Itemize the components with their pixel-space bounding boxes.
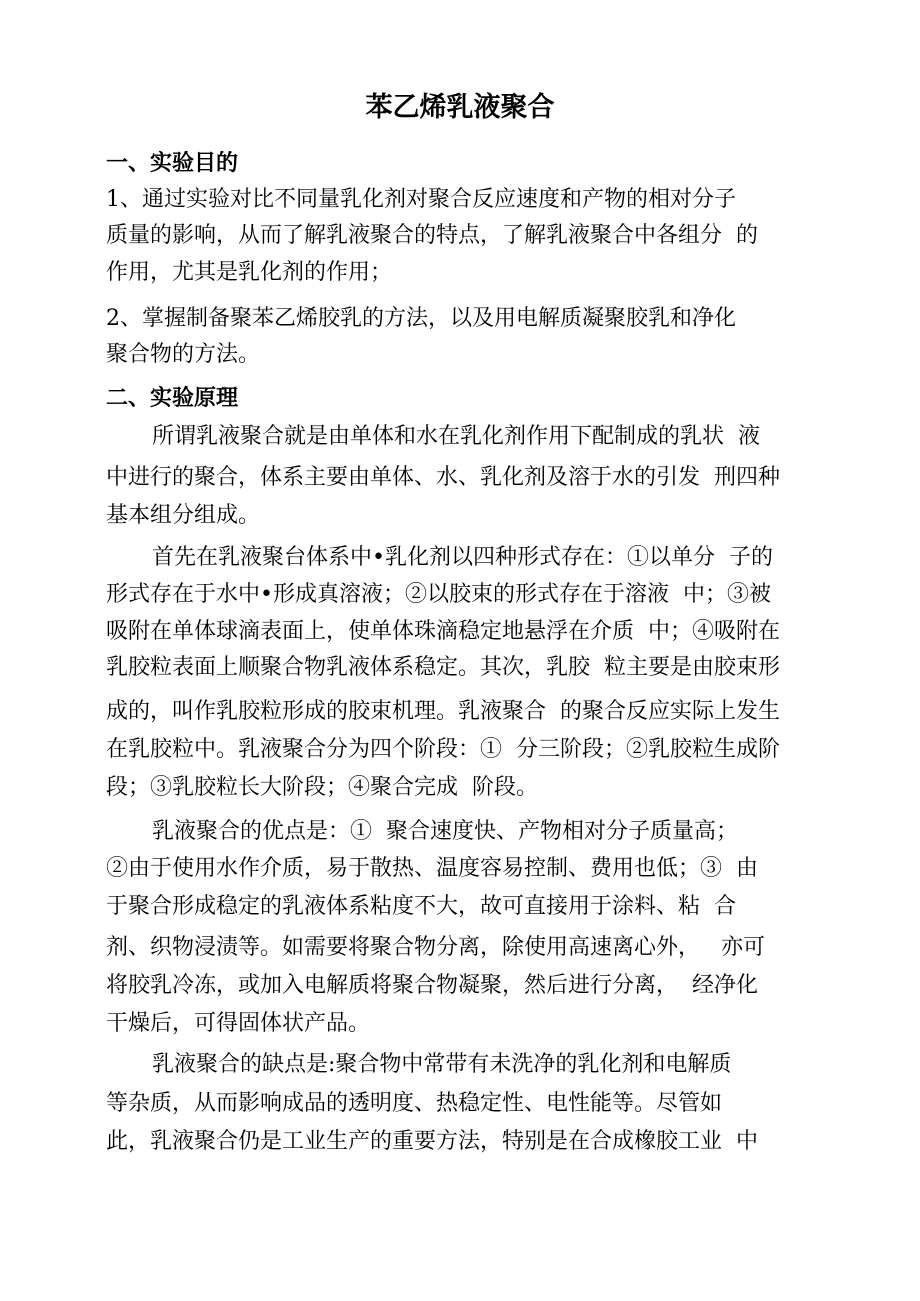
section-heading-principle: 二、实验原理 <box>106 385 239 411</box>
text-line: ②由于使用水作介质，易于散热、温度容易控制、费用也低；③ 由 <box>106 856 758 881</box>
document-title: 苯乙烯乳液聚合 <box>365 92 555 123</box>
text-line: 于聚合形成稳定的乳液体系粘度不大，故可直接用于涂料、粘 合 <box>106 894 736 919</box>
text-line: 1、通过实验对比不同量乳化剂对聚合反应速度和产物的相对分子 <box>106 187 736 212</box>
text-line: 作用，尤其是乳化剂的作用； <box>106 260 393 285</box>
text-line: 段；③乳胶粒长大阶段；④聚合完成 阶段。 <box>106 775 538 800</box>
text-line: 等杂质，从而影响成品的透明度、热稳定性、电性能等。尽管如 <box>106 1091 723 1116</box>
text-line: 乳液聚合的缺点是:聚合物中常带有未洗净的乳化剂和电解质 <box>152 1052 732 1077</box>
text-line: 首先在乳液聚台体系中•乳化剂以四种形式存在：①以单分 子的 <box>152 545 773 570</box>
text-line: 形式存在于水中•形成真溶液；②以胶束的形式存在于溶液 中；③被 <box>106 582 771 607</box>
text-line: 基本组分组成。 <box>106 503 261 528</box>
text-line: 中进行的聚合，体系主要由单体、水、乳化剂及溶于水的引发 刑四种 <box>106 465 780 490</box>
text-line: 在乳胶粒中。乳液聚合分为四个阶段：① 分三阶段；②乳胶粒生成阶 <box>106 737 780 762</box>
text-line: 将胶乳冷冻，或加入电解质将聚合物凝聚，然后进行分离， 经净化 <box>106 973 758 998</box>
text-line: 乳液聚合的优点是：① 聚合速度快、产物相对分子质量高； <box>152 819 738 844</box>
text-line: 所谓乳液聚合就是由单体和水在乳化剂作用下配制成的乳状 液 <box>152 424 760 449</box>
text-line: 乳胶粒表面上顺聚合物乳液体系稳定。其次，乳胶 粒主要是由胶束形 <box>106 655 780 680</box>
text-line: 吸附在单体球滴表面上，使单体珠滴稳定地悬浮在介质 中；④吸附在 <box>106 619 780 644</box>
text-line: 质量的影响，从而了解乳液聚合的特点，了解乳液聚合中各组分 的 <box>106 223 758 248</box>
text-line: 此，乳液聚合仍是工业生产的重要方法，特别是在合成橡胶工业 中 <box>106 1129 758 1154</box>
section-heading-objective: 一、实验目的 <box>106 150 239 176</box>
text-line: 2、掌握制备聚苯乙烯胶乳的方法，以及用电解质凝聚胶乳和净化 <box>106 306 736 331</box>
text-line: 聚合物的方法。 <box>106 342 261 367</box>
text-line: 成的，叫作乳胶粒形成的胶束机理。乳液聚合 的聚合反应实际上发生 <box>106 699 780 724</box>
text-line: 干燥后，可得固体状产品。 <box>106 1011 371 1036</box>
text-line: 剂、织物浸渍等。如需要将聚合物分离，除使用高速离心外， 亦可 <box>106 935 765 960</box>
